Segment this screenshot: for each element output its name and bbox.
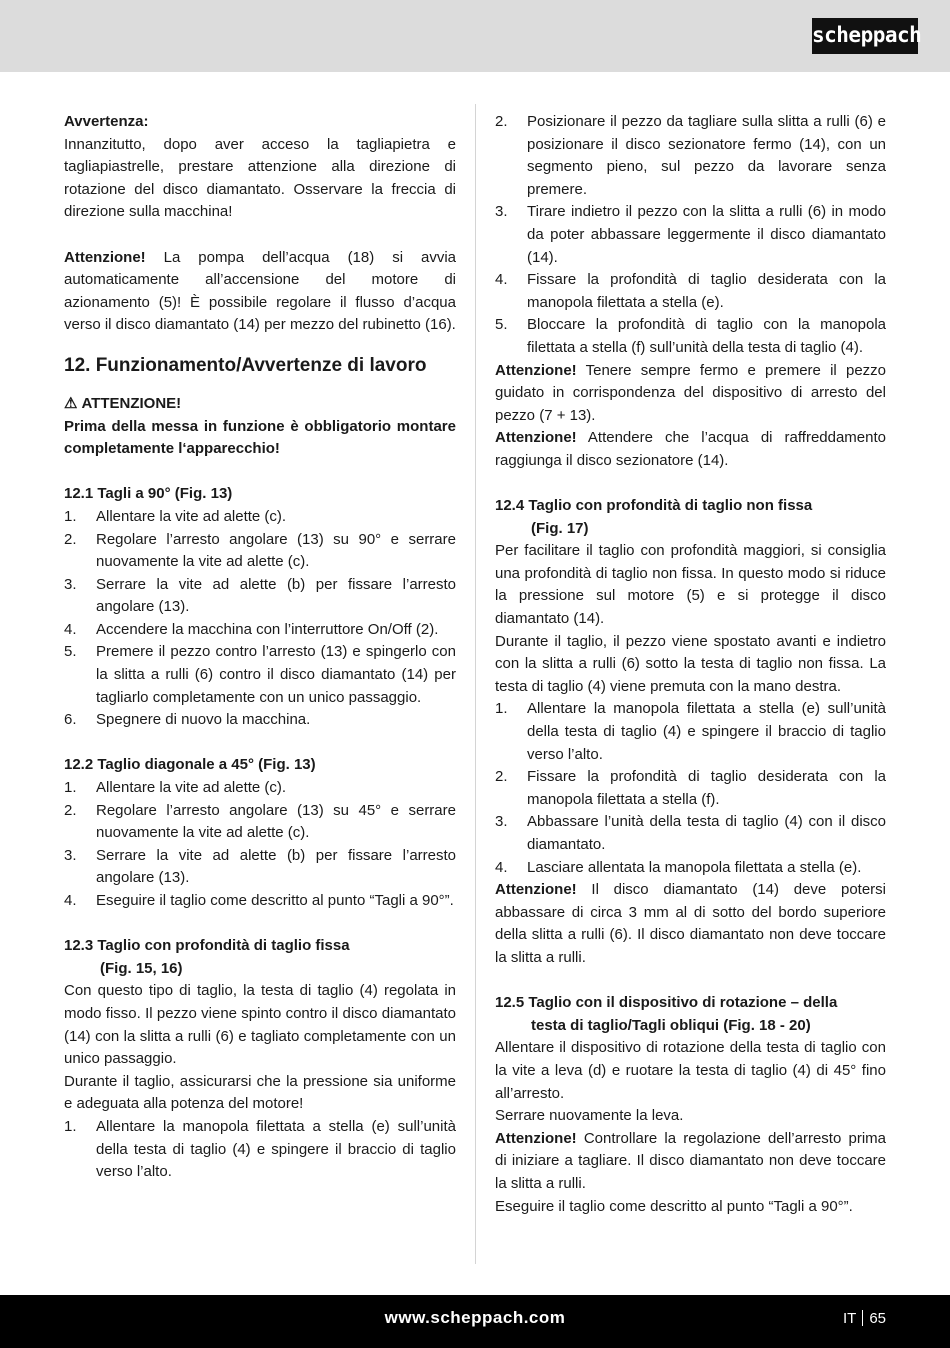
subsection-12-3-list-cont: [495, 111, 886, 360]
brand-logo: scheppach: [812, 18, 918, 54]
right-column: [495, 111, 886, 1218]
subsection-12-5-title: 12.5 Taglio con il dispositivo di rotazione – della: [495, 994, 838, 1012]
paragraph: Serrare nuovamente la leva.: [495, 1107, 684, 1125]
attention-paragraph: Attenzione! Il disco diamantato (14) deve potersi abbassare di circa 3 mm al di sotto del bordo superiore della slitta a rulli (6). Il disco diamantato non deve toccare la slitta a rulli.: [495, 881, 886, 966]
subsection-12-4-title: 12.4 Taglio con profondità di taglio non fissa: [495, 497, 813, 515]
language-code: IT: [842, 1310, 857, 1327]
list-item: 3. Serrare la vite ad alette (b) per fissare l’arresto angolare (13).: [64, 575, 456, 616]
paragraph: Eseguire il taglio come descritto al punto “Tagli a 90°”.: [495, 1197, 853, 1215]
list-item: 5. Premere il pezzo contro l’arresto (13) e spingerlo con la slitta a rulli (6) contro il disco diamantato (14) per tagliarlo completamente con un unico passaggio.: [64, 643, 456, 706]
subsection-12-1-title: 12.1 Tagli a 90° (Fig. 13): [64, 485, 233, 503]
page-number: [843, 1310, 886, 1327]
page-number-value: 65: [869, 1310, 886, 1327]
list-item: 2. Regolare l’arresto angolare (13) su 90° e serrare nuovamente la vite ad alette (c).: [64, 530, 456, 571]
footer-url[interactable]: www.scheppach.com: [384, 1308, 566, 1327]
paragraph: Per facilitare il taglio con profondità maggiori, si consiglia una profondità di taglio non fissa. In questo modo si riduce la pressione sul motore (5) e si protegge il disco diamantato (14).: [495, 542, 886, 628]
list-item: 2. Regolare l’arresto angolare (13) su 45° e serrare nuovamente la vite ad alette (c).: [64, 801, 456, 842]
warning-paragraph: Innanzitutto, dopo aver acceso la tagliapietra e tagliapiastrelle, prestare attenzione alla direzione di rotazione del disco diamantato. Osservare la freccia di direzione sulla macchina!: [64, 135, 456, 221]
list-item: 2. Fissare la profondità di taglio desiderata con la manopola filettata a stella (f).: [495, 768, 886, 808]
list-item: 4. Fissare la profondità di taglio desiderata con la manopola filettata a stella (e).: [495, 271, 886, 311]
attention-label: Attenzione!: [64, 248, 146, 266]
list-item: 5. Bloccare la profondità di taglio con la manopola filettata a stella (f) sull’unità della testa di taglio (4).: [495, 316, 886, 356]
subsection-12-2-title: 12.2 Taglio diagonale a 45° (Fig. 13): [64, 756, 316, 774]
warning-triangle-icon: ⚠: [64, 394, 78, 412]
page-footer: [0, 1295, 950, 1348]
attention-paragraph: Attenzione! Controllare la regolazione dell’arresto prima di iniziare a tagliare. Il disco diamantato non deve toccare la slitta a rulli.: [495, 1129, 886, 1192]
subsection-12-1-list: [64, 506, 456, 732]
column-divider: [475, 104, 476, 1264]
paragraph: Con questo tipo di taglio, la testa di taglio (4) regolata in modo fisso. Il pezzo viene spinto contro il disco diamantato (14) con la slitta a rulli (6) e tagliato completamente con un unico passaggio.: [64, 982, 456, 1068]
list-item: 4. Eseguire il taglio come descritto al punto “Tagli a 90°”.: [64, 892, 454, 909]
subsection-12-2-list: [64, 777, 456, 913]
list-item: 4. Lasciare allentata la manopola filettata a stella (e).: [495, 858, 862, 876]
list-item: 1. Allentare la vite ad alette (c).: [64, 779, 287, 797]
attention-paragraph: Attenzione! Attendere che l’acqua di raffreddamento raggiunga il disco sezionatore (14).: [495, 429, 886, 469]
attention-text: La pompa dell’acqua (18) si avvia automaticamente all’accensione del motore di azionamento (5)! È possibile regolare il flusso d’acqua verso il disco diamantato (14) per mezzo del rubinetto (16).: [64, 248, 456, 334]
paragraph: Durante il taglio, il pezzo viene spostato avanti e indietro con la slitta a rulli (6) sotto la testa di taglio non fissa. La testa di taglio (4) viene premuta con la mano destra.: [495, 632, 886, 695]
section-title: 12. Funzionamento/Avvertenze di lavoro: [64, 354, 427, 376]
list-item: 6. Spegnere di nuovo la macchina.: [64, 711, 311, 729]
subsection-12-3-title: 12.3 Taglio con profondità di taglio fissa: [64, 937, 350, 955]
subsection-12-3-title-cont: (Fig. 15, 16): [100, 959, 183, 977]
left-column: [64, 111, 456, 1184]
warning-title: Avvertenza:: [64, 113, 149, 130]
list-item: 3. Abbassare l’unità della testa di taglio (4) con il disco diamantato.: [495, 813, 886, 853]
subsection-12-3-list: [64, 1116, 456, 1184]
page-header: [0, 0, 950, 72]
warning-block-text: Prima della messa in funzione è obbligatorio montare completamente l‘apparecchio!: [64, 417, 456, 458]
subsection-12-4-title-cont: (Fig. 17): [531, 519, 589, 537]
list-item: 3. Serrare la vite ad alette (b) per fissare l’arresto angolare (13).: [64, 846, 456, 887]
attention-paragraph: Attenzione! Tenere sempre fermo e premere il pezzo guidato in corrispondenza del dispositivo di arresto del pezzo (7 + 13).: [495, 361, 886, 424]
list-item: 2. Posizionare il pezzo da tagliare sulla slitta a rulli (6) e posizionare il disco sezionatore fermo (14), con un segmento pieno, sul pezzo da lavorare senza premere.: [495, 113, 886, 198]
list-item: 1. Allentare la manopola filettata a stella (e) sull’unità della testa di taglio (4) e spingere il braccio di taglio verso l’alto.: [495, 700, 886, 763]
subsection-12-5-title-cont: testa di taglio/Tagli obliqui (Fig. 18 - 20): [531, 1016, 811, 1034]
warning-block-label: ⚠ ATTENZIONE!: [64, 393, 456, 416]
list-item: 4. Accendere la macchina con l’interruttore On/Off (2).: [64, 620, 439, 638]
paragraph: Durante il taglio, assicurarsi che la pressione sia uniforme e adeguata alla potenza del motore!: [64, 1072, 456, 1113]
list-item: 1. Allentare la manopola filettata a stella (e) sull’unità della testa di taglio (4) e spingere il braccio di taglio verso l’alto.: [64, 1117, 456, 1181]
list-item: 1. Allentare la vite ad alette (c).: [64, 507, 287, 525]
paragraph: Allentare il dispositivo di rotazione della testa di taglio con la vite a leva (d) e ruotare la testa di taglio (4) di 45° fino all’arresto.: [495, 1039, 886, 1102]
subsection-12-4-list: [495, 698, 886, 879]
list-item: 3. Tirare indietro il pezzo con la slitta a rulli (6) in modo da poter abbassare leggermente il disco diamantato (14).: [495, 203, 886, 266]
attention-paragraph: [64, 247, 456, 337]
